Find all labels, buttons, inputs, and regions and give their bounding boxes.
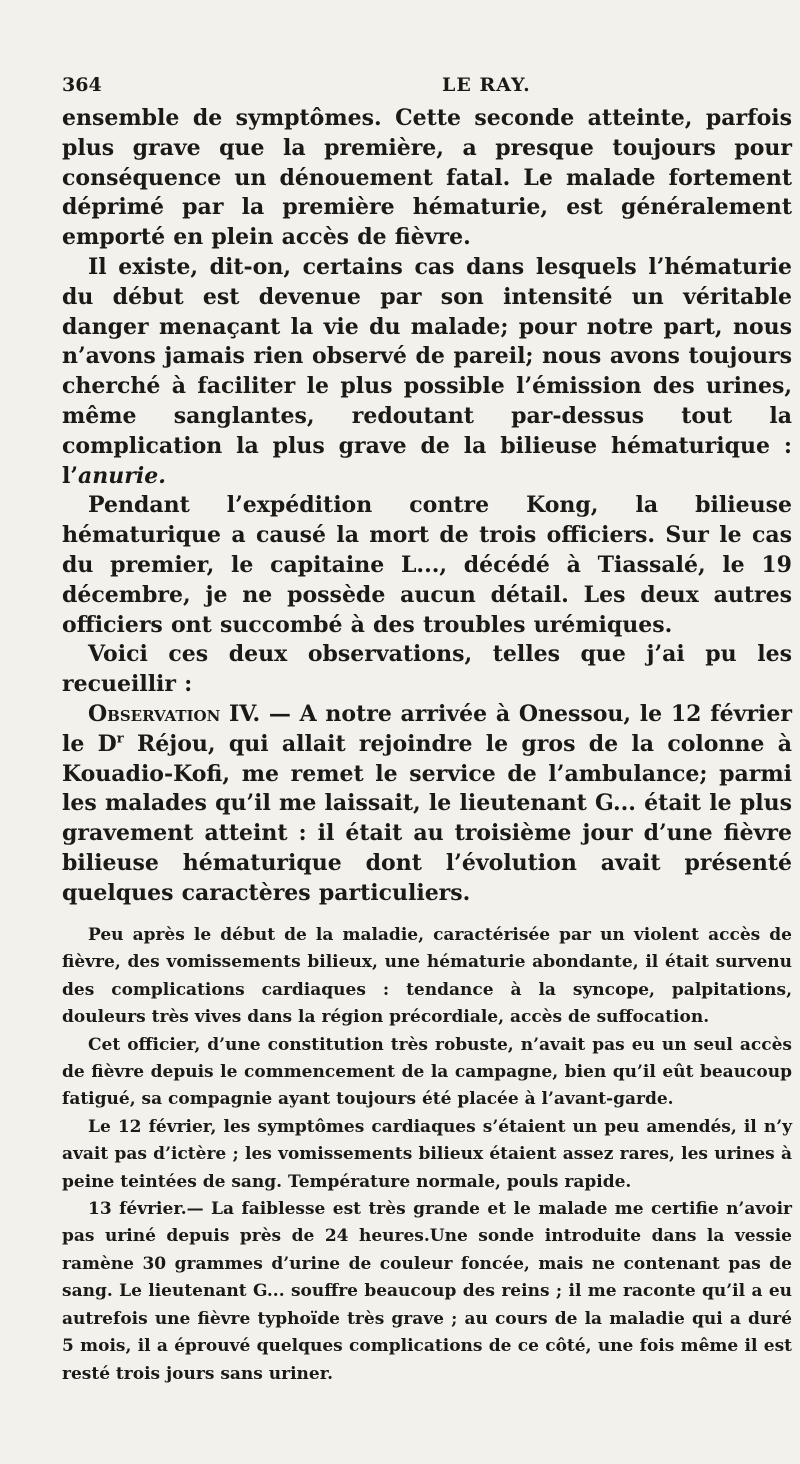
small-paragraph-4: 13 février.— La faiblesse est très grande et le malade me certifie n’avoir pas uriné depuis près de 24 heures.Une sonde introduite dans la vessie ramène 30 grammes d’urine de couleur foncée, mais ne contenant pas de sang. Le lieutenant G... souffre beaucoup des reins ; il me raconte qu’il a eu autrefois une fièvre typhoïde très grave ; au cours de la maladie qui a duré 5 mois, il a éprouvé quelques complications de ce côté, une fois même il est resté trois jours sans uriner. xyxy=(62,1199,792,1384)
observation-details xyxy=(62,922,792,1388)
anurie-term: anurie. xyxy=(78,462,166,489)
small-paragraph-2: Cet officier, d’une constitution très robuste, n’avait pas eu un seul accès de fièvre depuis le commencement de la campagne, bien qu’il eût beaucoup fatigué, sa compagnie ayant toujours été placée à l’avant-garde. xyxy=(62,1034,792,1110)
paragraph-2 xyxy=(62,253,792,491)
observation-text-a: — A notre arrivée à Onessou, le 12 février le D xyxy=(62,700,792,757)
paragraph-4: Voici ces deux observations, telles que j’ai pu les recueillir : xyxy=(62,641,792,698)
paragraph-2-text: Il existe, dit-on, certains cas dans lesquels l’hématurie du début est devenue par son intensité un véritable danger menaçant la vie du malade; pour notre part, nous n’avons jamais rien observé de pareil; nous avons toujours cherché à faciliter le plus possible l’émission des urines, même sanglantes, redoutant par-dessus tout la complication la plus grave de la bilieuse hématurique : xyxy=(62,253,792,459)
running-header xyxy=(62,68,790,98)
main-text xyxy=(62,104,792,909)
page-number: 364 xyxy=(62,74,102,96)
paragraph-1: ensemble de symptômes. Cette seconde atteinte, parfois plus grave que la première, a presque toujours pour conséquence un dénouement fatal. Le malade fortement déprimé par la première hématurie, est généralement emporté en plein accès de fièvre. xyxy=(62,105,792,251)
doctor-superscript: r xyxy=(116,731,124,747)
observation-label: Observation IV. xyxy=(88,700,261,727)
small-paragraph-3: Le 12 février, les symptômes cardiaques s’étaient un peu amendés, il n’y avait pas d’ictère ; les vomissements bilieux étaient assez rares, les urines à peine teintées de sang. Température normale, pouls rapide. xyxy=(62,1116,792,1192)
paragraph-3: Pendant l’expédition contre Kong, la bilieuse hématurique a causé la mort de trois officiers. Sur le cas du premier, le capitaine L..., décédé à Tiassalé, le 19 décembre, je ne possède aucun détail. Les deux autres officiers ont succombé à des troubles urémiques. xyxy=(62,492,792,638)
running-title: LE RAY. xyxy=(442,74,531,96)
observation-paragraph xyxy=(62,700,792,909)
observation-text-b: Réjou, qui allait rejoindre le gros de la colonne à Kouadio-Kofi, me remet le service de l’ambulance; parmi les malades qu’il me laissait, le lieutenant G... était le plus gravement atteint : il était au troisième jour d’une fièvre bilieuse hématurique dont l’évolution avait présenté quelques caractères particuliers. xyxy=(62,730,792,906)
small-paragraph-1: Peu après le début de la maladie, caractérisée par un violent accès de fièvre, des vomissements bilieux, une hématurie abondante, il était survenu des complications cardiaques : tendance à la syncope, palpitations, douleurs très vives dans la région précordiale, accès de suffocation. xyxy=(62,925,792,1028)
paragraph-2-article: l’ xyxy=(62,462,79,489)
